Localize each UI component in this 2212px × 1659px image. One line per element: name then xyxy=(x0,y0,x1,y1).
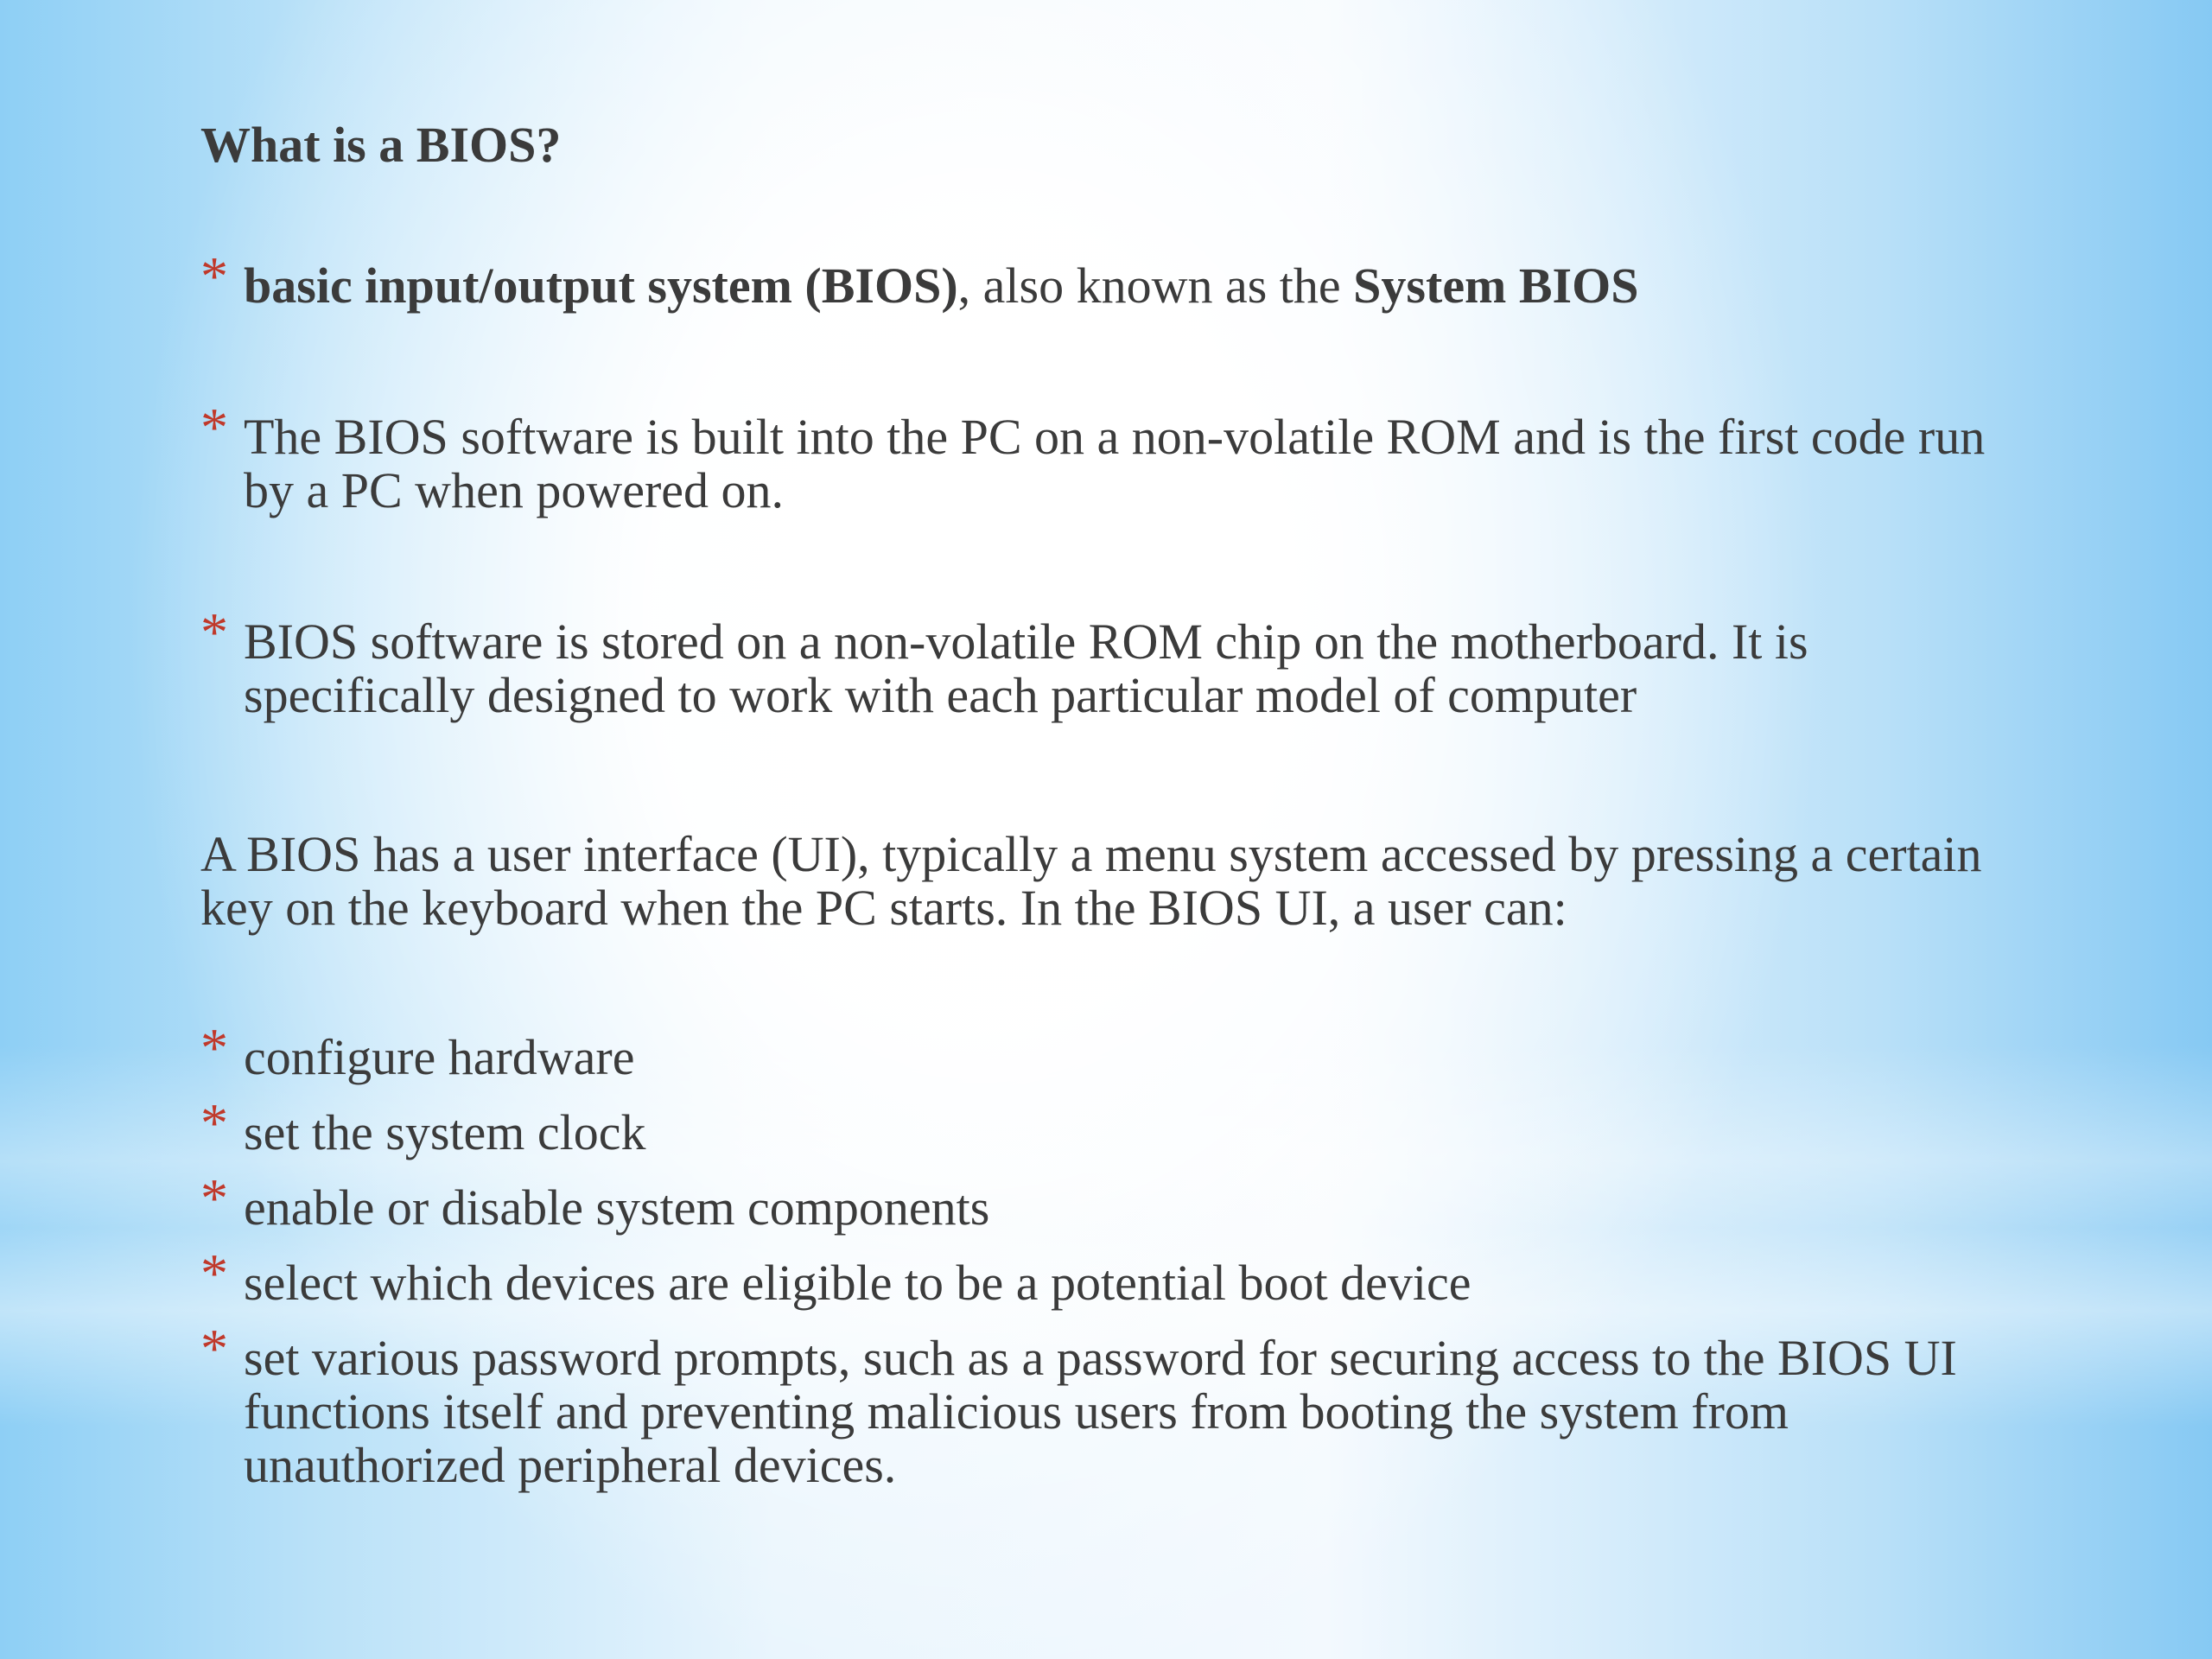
capability-text: enable or disable system components xyxy=(244,1179,990,1236)
capability-text: configure hardware xyxy=(244,1029,635,1085)
capability-item xyxy=(200,1318,1998,1493)
bullet-star-icon: * xyxy=(200,1092,228,1154)
bullet-star-icon: * xyxy=(200,397,228,458)
bullet-star-icon: * xyxy=(200,1167,228,1229)
capability-item xyxy=(200,1017,1998,1085)
bullet-bios-storage xyxy=(200,601,1998,723)
bullet-star-icon: * xyxy=(200,245,228,307)
slide-title: What is a BIOS? xyxy=(200,117,562,173)
capability-item xyxy=(200,1243,1998,1311)
capability-text: set the system clock xyxy=(244,1104,646,1160)
bullet-star-icon: * xyxy=(200,1318,228,1379)
bullet-text xyxy=(244,259,1998,313)
bullet-star-icon: * xyxy=(200,601,228,663)
system-bios-term: System BIOS xyxy=(1353,257,1639,314)
bullet-text: BIOS software is stored on a non-volatile ROM chip on the motherboard. It is specifically designed to work with each particular model of computer xyxy=(244,613,1808,723)
capability-text: set various password prompts, such as a password for securing access to the BIOS UI functions itself and preventing malicious users from booting the system from unauthorized peripheral devices. xyxy=(244,1330,1957,1493)
bullet-star-icon: * xyxy=(200,1243,228,1304)
bullet-text: The BIOS software is built into the PC on a non-volatile ROM and is the first code run by a PC when powered on. xyxy=(244,409,1986,518)
bullet-star-icon: * xyxy=(200,1017,228,1078)
capability-item xyxy=(200,1092,1998,1160)
bios-aka: , also known as the xyxy=(957,257,1354,314)
bullet-bios-rom xyxy=(200,397,1998,518)
bullet-bios-definition xyxy=(200,245,1998,314)
bios-term: basic input/output system (BIOS) xyxy=(244,257,958,314)
bios-ui-paragraph: A BIOS has a user interface (UI), typically a menu system accessed by pressing a certain key on the keyboard when the PC starts. In the BIOS UI, a user can: xyxy=(200,826,1982,936)
capability-text: select which devices are eligible to be a potential boot device xyxy=(244,1255,1471,1311)
capability-item xyxy=(200,1167,1998,1236)
